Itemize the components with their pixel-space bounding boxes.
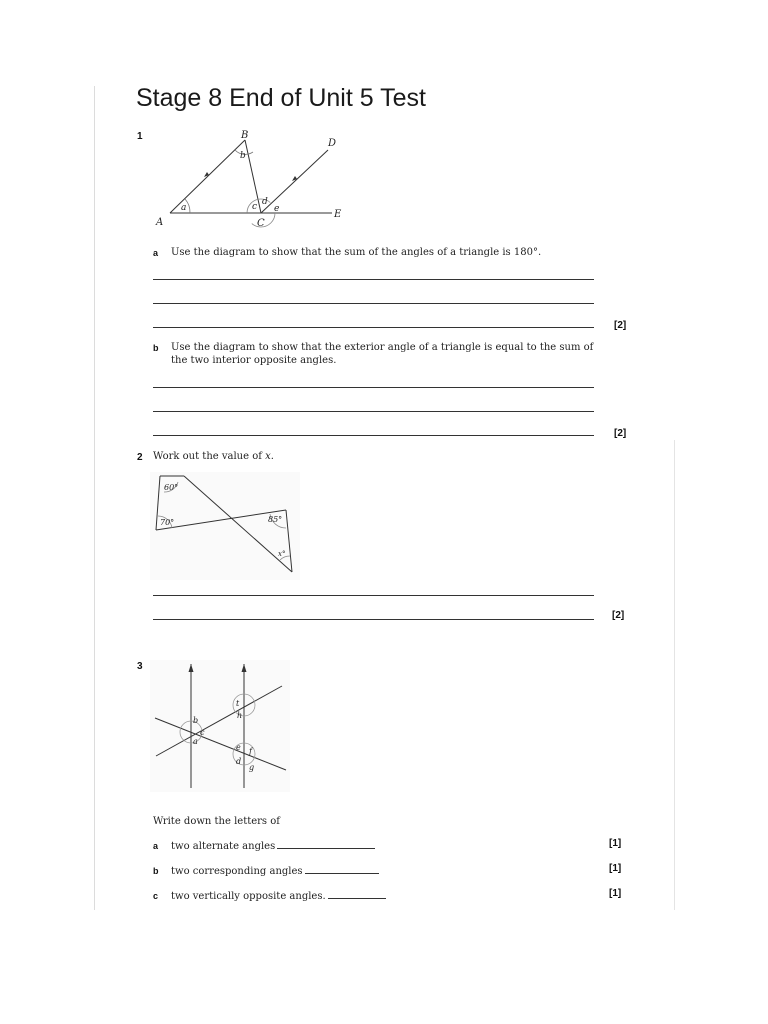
q3-part-a-row	[171, 839, 375, 853]
q3-part-c-letter: c	[153, 891, 159, 901]
answer-line[interactable]	[153, 595, 594, 596]
angle-label-70: 70°	[160, 518, 175, 527]
label-d: d	[262, 197, 268, 207]
label-c: c	[252, 202, 258, 212]
label-E: E	[334, 209, 342, 220]
line-cd	[261, 150, 328, 213]
angle-f: f	[249, 747, 252, 756]
q3-part-a-mark: [1]	[609, 838, 622, 849]
angle-g: g	[249, 763, 255, 772]
q1-part-a-text: Use the diagram to show that the sum of the angles of a triangle is 180°.	[171, 247, 542, 258]
answer-line[interactable]	[153, 327, 594, 328]
q1-part-a-mark: [2]	[614, 320, 627, 331]
q2-text-suffix: .	[270, 451, 274, 462]
q3-part-a-text: two alternate angles	[171, 841, 276, 852]
q3-part-c-text: two vertically opposite angles.	[171, 891, 326, 902]
question-2-text	[153, 450, 274, 463]
q3-part-b-row	[171, 864, 379, 878]
label-b: b	[240, 151, 246, 161]
question-3-diagram	[150, 660, 290, 792]
label-D: D	[328, 138, 337, 149]
page-left-border	[94, 86, 95, 910]
label-e: e	[274, 204, 280, 214]
label-a: a	[181, 203, 187, 213]
q3-intro: Write down the letters of	[153, 816, 280, 827]
page-title: Stage 8 End of Unit 5 Test	[136, 84, 427, 112]
question-2-diagram	[150, 472, 300, 580]
answer-line[interactable]	[153, 279, 594, 280]
angle-label-60: 60°	[164, 483, 179, 492]
answer-line[interactable]	[153, 435, 594, 436]
answer-line[interactable]	[153, 411, 594, 412]
answer-line[interactable]	[153, 303, 594, 304]
q2-variable: x	[265, 451, 271, 462]
label-A: A	[156, 217, 164, 228]
q1-part-a-letter: a	[153, 248, 159, 258]
q3-part-c-mark: [1]	[609, 888, 622, 899]
question-1-diagram	[140, 128, 360, 232]
angle-label-85: 85°	[268, 515, 283, 524]
answer-blank[interactable]	[305, 864, 379, 874]
angle-t: t	[236, 699, 240, 708]
q1-part-b-text-line1: Use the diagram to show that the exterior angle of a triangle is equal to the sum of	[171, 342, 594, 353]
answer-line[interactable]	[153, 387, 594, 388]
question-2-number: 2	[137, 452, 143, 463]
label-B: B	[241, 130, 249, 141]
q3-part-b-letter: b	[153, 866, 159, 876]
angle-c: c	[200, 728, 205, 737]
q2-mark: [2]	[612, 610, 625, 621]
angle-label-x: x°	[278, 550, 286, 558]
q3-part-b-mark: [1]	[609, 863, 622, 874]
answer-line[interactable]	[153, 619, 594, 620]
q1-part-b-text-line2: the two interior opposite angles.	[171, 355, 337, 366]
q1-part-b-mark: [2]	[614, 428, 627, 439]
angle-b: b	[193, 716, 199, 725]
answer-blank[interactable]	[277, 839, 375, 849]
page-right-border	[674, 440, 675, 910]
q2-text-prefix: Work out the value of	[153, 451, 266, 462]
angle-d: d	[236, 757, 242, 766]
question-1-number: 1	[137, 131, 143, 142]
q3-part-b-text: two corresponding angles	[171, 866, 303, 877]
q3-part-c-row	[171, 889, 386, 903]
q1-part-b-letter: b	[153, 343, 159, 353]
angle-a: a	[193, 737, 198, 746]
answer-blank[interactable]	[328, 889, 386, 899]
question-3-number: 3	[137, 661, 143, 672]
q3-part-a-letter: a	[153, 841, 159, 851]
angle-e: e	[236, 743, 241, 752]
label-C: C	[257, 218, 265, 229]
angle-h: h	[237, 711, 243, 720]
